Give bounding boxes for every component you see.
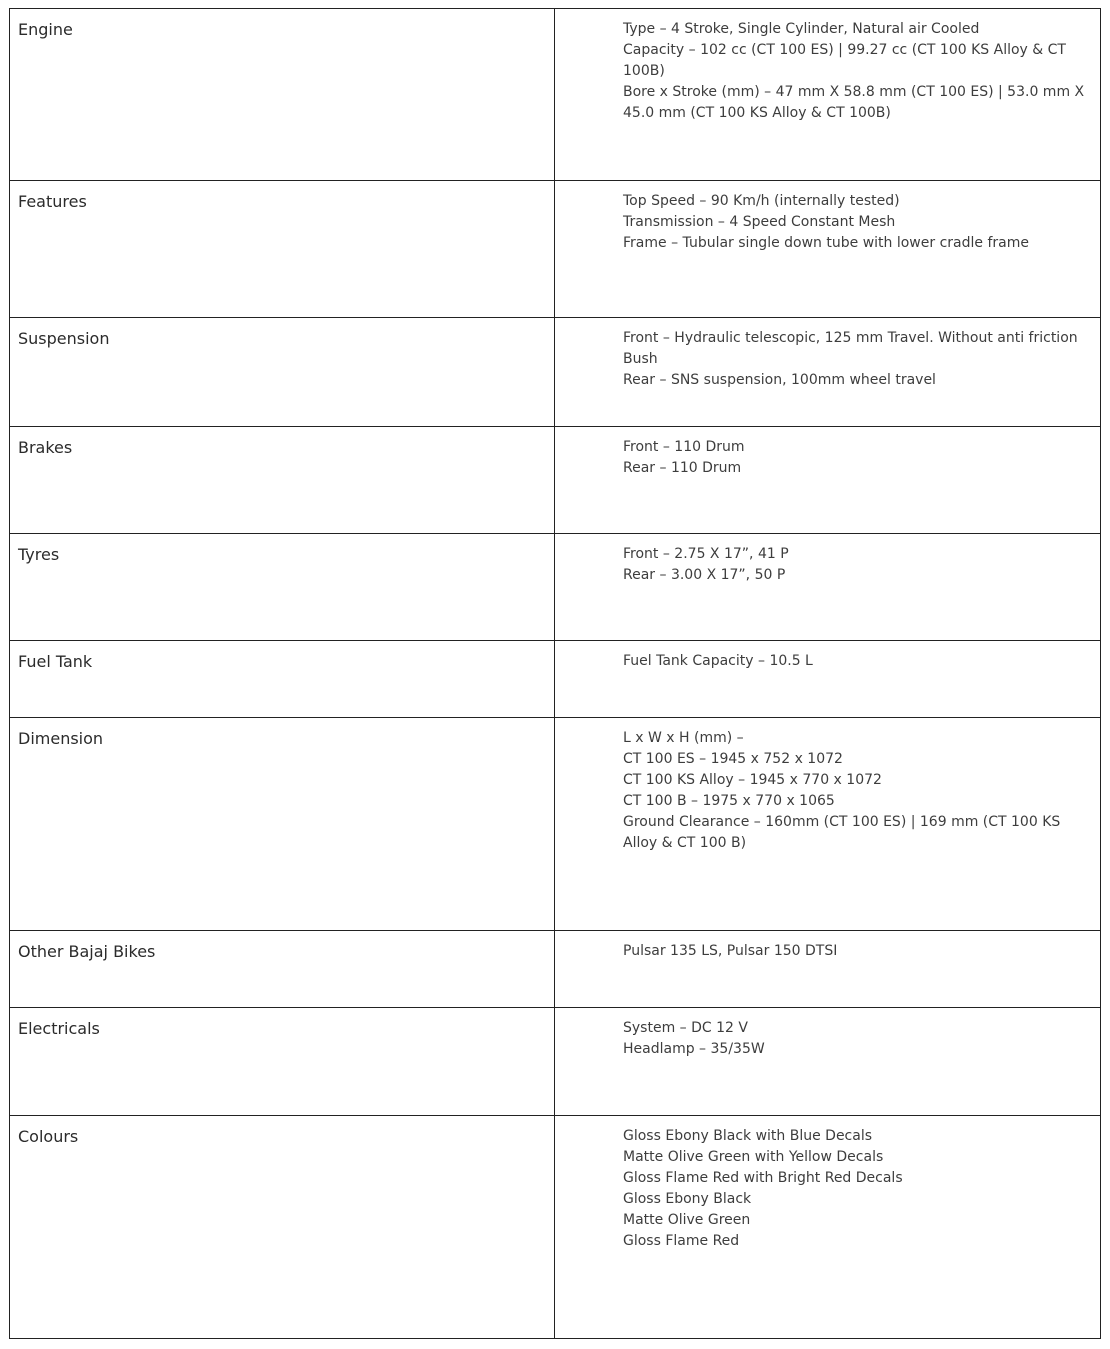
spec-value-line: System – DC 12 V (623, 1020, 748, 1036)
spec-label: Engine (10, 9, 555, 181)
spec-value-line: Gloss Ebony Black with Blue Decals (623, 1128, 873, 1144)
spec-row-colours (10, 1116, 1101, 1339)
spec-label: Fuel Tank (10, 641, 555, 718)
spec-value (555, 9, 1101, 181)
spec-value-line: Matte Olive Green with Yellow Decals (623, 1149, 884, 1165)
spec-value-line: Gloss Flame Red (623, 1233, 740, 1249)
spec-label: Suspension (10, 318, 555, 427)
spec-value-line: Rear – 3.00 X 17”, 50 P (623, 567, 786, 583)
spec-value-line: Top Speed – 90 Km/h (internally tested) (623, 193, 900, 209)
spec-value (555, 718, 1101, 931)
spec-label: Colours (10, 1116, 555, 1339)
spec-row-other-bajaj-bikes (10, 931, 1101, 1008)
spec-value-line: CT 100 KS Alloy – 1945 x 770 x 1072 (623, 772, 882, 788)
spec-label: Tyres (10, 534, 555, 641)
spec-value (555, 181, 1101, 318)
spec-value-line: CT 100 ES – 1945 x 752 x 1072 (623, 751, 843, 767)
spec-value (555, 534, 1101, 641)
spec-label: Electricals (10, 1008, 555, 1116)
spec-row-features (10, 181, 1101, 318)
spec-value-line: L x W x H (mm) – (623, 730, 744, 746)
spec-value-line: Headlamp – 35/35W (623, 1041, 765, 1057)
spec-row-engine (10, 9, 1101, 181)
specifications-table-body (10, 9, 1101, 1339)
spec-row-dimension (10, 718, 1101, 931)
specifications-table (9, 8, 1101, 1339)
spec-value-line: Gloss Flame Red with Bright Red Decals (623, 1170, 903, 1186)
spec-label: Dimension (10, 718, 555, 931)
spec-row-tyres (10, 534, 1101, 641)
spec-value (555, 427, 1101, 534)
spec-value-line: Pulsar 135 LS, Pulsar 150 DTSI (623, 943, 838, 959)
spec-value-line: Front – Hydraulic telescopic, 125 mm Travel. Without anti friction Bush (623, 330, 1078, 367)
spec-value-line: Ground Clearance – 160mm (CT 100 ES) | 169 mm (CT 100 KS Alloy & CT 100 B) (623, 814, 1061, 851)
spec-row-brakes (10, 427, 1101, 534)
spec-row-electricals (10, 1008, 1101, 1116)
spec-label: Brakes (10, 427, 555, 534)
spec-value-line: Bore x Stroke (mm) – 47 mm X 58.8 mm (CT 100 ES) | 53.0 mm X 45.0 mm (CT 100 KS Alloy & CT 100B) (623, 84, 1085, 121)
spec-value (555, 318, 1101, 427)
spec-value-line: Transmission – 4 Speed Constant Mesh (623, 214, 896, 230)
spec-value (555, 641, 1101, 718)
spec-row-suspension (10, 318, 1101, 427)
spec-value-line: Rear – SNS suspension, 100mm wheel travel (623, 372, 936, 388)
spec-value-line: Frame – Tubular single down tube with lower cradle frame (623, 235, 1029, 251)
spec-label: Other Bajaj Bikes (10, 931, 555, 1008)
spec-value-line: Type – 4 Stroke, Single Cylinder, Natural air Cooled (623, 21, 980, 37)
spec-value (555, 1008, 1101, 1116)
spec-label: Features (10, 181, 555, 318)
spec-row-fuel-tank (10, 641, 1101, 718)
spec-value-line: Fuel Tank Capacity – 10.5 L (623, 653, 813, 669)
spec-value-line: Capacity – 102 cc (CT 100 ES) | 99.27 cc (CT 100 KS Alloy & CT 100B) (623, 42, 1066, 79)
spec-value (555, 931, 1101, 1008)
spec-value-line: Front – 110 Drum (623, 439, 745, 455)
spec-value (555, 1116, 1101, 1339)
spec-value-line: Rear – 110 Drum (623, 460, 742, 476)
spec-value-line: CT 100 B – 1975 x 770 x 1065 (623, 793, 835, 809)
spec-value-line: Matte Olive Green (623, 1212, 751, 1228)
spec-value-line: Gloss Ebony Black (623, 1191, 752, 1207)
spec-value-line: Front – 2.75 X 17”, 41 P (623, 546, 789, 562)
